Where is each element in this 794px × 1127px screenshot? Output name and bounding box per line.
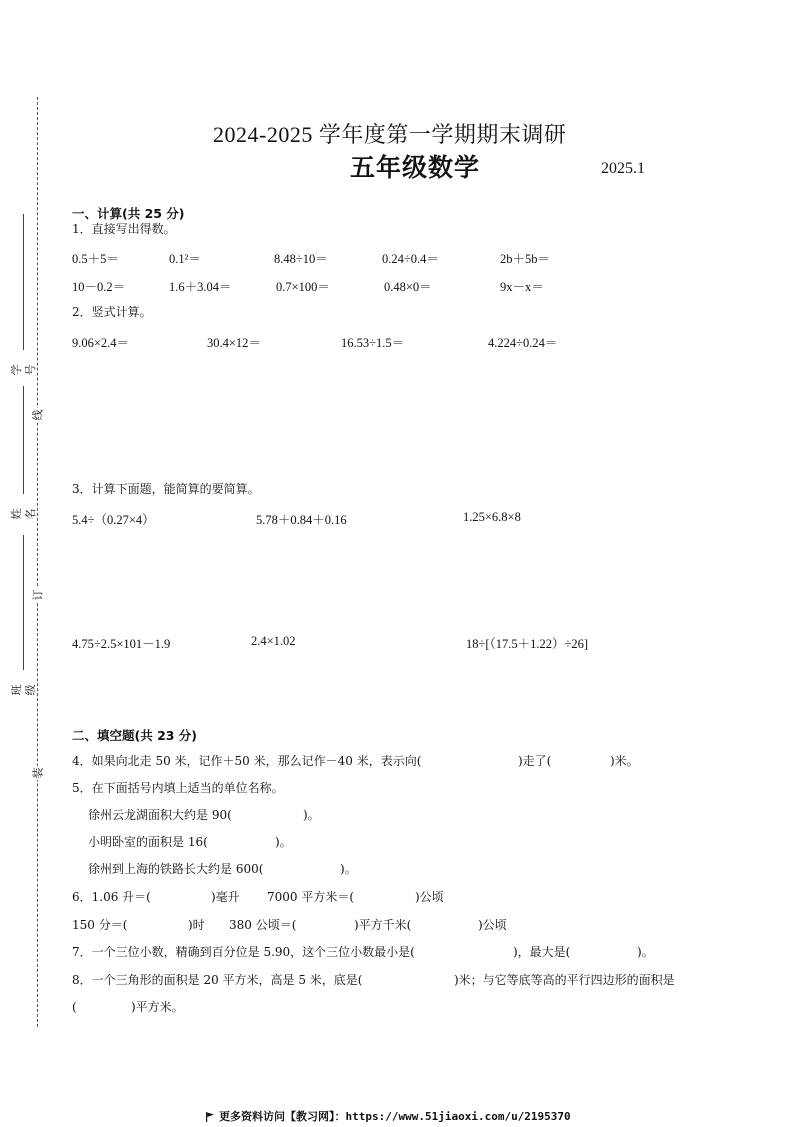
section2-heading: 二、填空题(共 23 分)	[72, 728, 198, 743]
q5-line: )。	[340, 862, 357, 876]
class-blank-line	[23, 535, 24, 670]
margin-line-char: 线	[31, 409, 44, 421]
q4-text: 4．如果向北走 50 米，记作＋50 米，那么记作－40 米，表示向(	[72, 754, 422, 768]
q1-item: 0.48×0＝	[384, 280, 432, 294]
q7-text: 7．一个三位小数，精确到百分位是 5.90，这个三位小数最小是(	[72, 945, 415, 959]
name-label: 姓名	[10, 508, 37, 520]
q8-text: 8．一个三角形的面积是 20 平方米，高是 5 米，底是(	[72, 973, 363, 987]
name-blank-line	[23, 386, 24, 494]
q1-item: 2b＋5b＝	[500, 252, 551, 266]
q8-text: )平方米。	[131, 1000, 184, 1014]
binding-dashed-line	[37, 97, 38, 1027]
q3-item: 5.78＋0.84＋0.16	[256, 513, 347, 527]
q3-item: 2.4×1.02	[251, 634, 296, 648]
q5-label: 5．在下面括号内填上适当的单位名称。	[72, 781, 284, 795]
q5-line: )。	[275, 835, 292, 849]
q3-item: 5.4÷（0.27×4）	[72, 513, 155, 527]
q1-item: 0.1²＝	[169, 252, 201, 266]
q7-text: )。	[637, 945, 654, 959]
exam-subtitle: 五年级数学	[350, 153, 481, 182]
q6-line: )公顷	[415, 890, 444, 904]
q4-text: )走了(	[518, 754, 552, 768]
q2-item: 4.224÷0.24＝	[488, 336, 558, 350]
q1-item: 0.5＋5＝	[72, 252, 119, 266]
student-id-blank-line	[23, 214, 24, 350]
q1-label: 1．直接写出得数。	[72, 222, 176, 236]
q6-line: )毫升	[211, 890, 240, 904]
q6-line: 380 公顷＝(	[229, 918, 297, 932]
q6-line: 150 分＝(	[72, 918, 128, 932]
q3-item: 1.25×6.8×8	[463, 510, 521, 524]
class-label: 班级	[10, 684, 37, 696]
q1-item: 0.24÷0.4＝	[382, 252, 439, 266]
student-id-label: 学号	[10, 364, 37, 376]
footer-link[interactable]: 更多资料访问【教习网】：https://www.51jiaoxi.com/u/2195370	[219, 1110, 571, 1123]
flag-icon	[204, 1108, 216, 1120]
q5-line: 徐州到上海的铁路长大约是 600(	[88, 862, 264, 876]
q5-line: 徐州云龙湖面积大约是 90(	[88, 808, 232, 822]
margin-bind-char: 装	[31, 767, 44, 779]
q3-label: 3．计算下面题，能简算的要简算。	[72, 482, 260, 496]
q2-item: 16.53÷1.5＝	[341, 336, 405, 350]
q1-item: 8.48÷10＝	[274, 252, 328, 266]
exam-title: 2024-2025 学年度第一学期期末调研	[213, 122, 567, 147]
q2-item: 9.06×2.4＝	[72, 336, 130, 350]
q3-item: 18÷[（17.5＋1.22）÷26]	[466, 637, 589, 651]
q3-item: 4.75÷2.5×101－1.9	[72, 637, 171, 651]
q7-text: )，最大是(	[513, 945, 571, 959]
q2-item: 30.4×12＝	[207, 336, 261, 350]
q6-line: 6．1.06 升＝(	[72, 890, 151, 904]
q6-line: )时	[188, 918, 205, 932]
section1-heading: 一、计算(共 25 分)	[72, 206, 185, 221]
q1-item: 0.7×100＝	[276, 280, 330, 294]
q1-item: 9x－x＝	[500, 280, 544, 294]
q6-line: )平方千米(	[354, 918, 412, 932]
q1-item: 10－0.2＝	[72, 280, 126, 294]
q8-text: )米；与它等底等高的平行四边形的面积是	[454, 973, 675, 987]
q2-label: 2．竖式计算。	[72, 305, 152, 319]
q5-line: 小明卧室的面积是 16(	[88, 835, 208, 849]
q8-text: (	[72, 1000, 77, 1014]
margin-order-char: 订	[31, 589, 44, 601]
q1-item: 1.6＋3.04＝	[169, 280, 232, 294]
q4-text: )米。	[610, 754, 639, 768]
exam-date: 2025.1	[601, 160, 645, 177]
q5-line: )。	[303, 808, 320, 822]
q6-line: )公顷	[478, 918, 507, 932]
q6-line: 7000 平方米＝(	[267, 890, 355, 904]
